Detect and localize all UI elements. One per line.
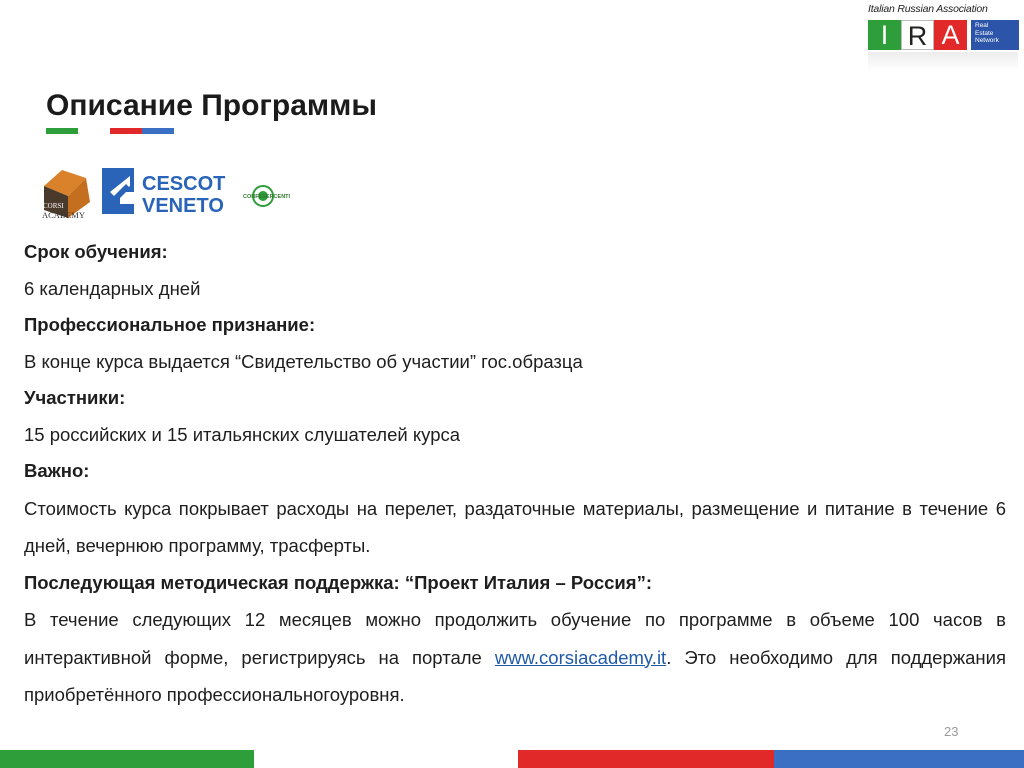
program-description: [24, 234, 1006, 714]
bottom-bar-white: [254, 750, 518, 768]
support-tail: . Это необходимо для поддержания приобретённого профессиональногоуровня.: [24, 646, 1006, 705]
logo-subtitle-line: Network: [975, 37, 999, 44]
corsi-academy-logo: [40, 164, 94, 220]
bottom-bar-blue: [774, 750, 1024, 768]
partner-logos: [40, 162, 291, 222]
cescot-veneto-logo: [100, 162, 240, 218]
duration-value: 6 календарных дней: [24, 277, 201, 299]
recognition-label: Профессиональное признание:: [24, 314, 316, 335]
logo-reflection: [868, 52, 1018, 70]
logo-title: Italian Russian Association: [868, 3, 988, 15]
support-label: Последующая методическая поддержка: “Проект Италия – Россия”:: [24, 571, 652, 593]
logo-letter-a: A: [934, 20, 967, 50]
logo-subtitle-line: Estate: [975, 29, 994, 37]
veneto-text: VENETO: [142, 195, 224, 217]
confesercenti-text: CONFESERCENTI: [243, 194, 291, 200]
logo-subtitle: [971, 20, 1019, 50]
logo-letter-r: R: [901, 20, 934, 50]
participants-value: 15 российских и 15 итальянских слушателей курса: [24, 423, 461, 445]
confesercenti-logo: [243, 184, 291, 208]
important-label: Важно:: [24, 460, 90, 481]
recognition-value: В конце курса выдается “Свидетельство об участии” гос.образца: [24, 350, 583, 372]
title-bar-white: [78, 128, 110, 134]
page-title: Описание Программы: [46, 89, 377, 122]
corsiacademy-link[interactable]: www.corsiacademy.it: [494, 646, 667, 668]
important-value: Стоимость курса покрывает расходы на перелет, раздаточные материалы, размещение и питание в течение 6 дней, вечернюю программу, трасферты.: [24, 497, 1006, 556]
logo-letters: [868, 20, 967, 50]
cescot-text: CESCOT: [142, 173, 226, 195]
support-text: В течение следующих 12 месяцев можно продолжить обучение по программе в объеме 100 часов в интерактивной форме, регистрируясь на портале: [24, 609, 1006, 668]
page-number: 23: [944, 724, 959, 739]
title-underline-bar: [46, 128, 174, 134]
title-bar-green: [46, 128, 78, 134]
title-bar-blue: [142, 128, 174, 134]
support-text-block: [24, 601, 1006, 714]
academy-text: ACADEMY: [42, 210, 85, 220]
logo-letter-i: I: [868, 20, 901, 50]
logo-subtitle-line: Real: [975, 22, 989, 29]
bottom-color-bar: [0, 750, 1024, 768]
bottom-bar-green: [0, 750, 254, 768]
ira-logo: [862, 0, 1024, 74]
bottom-bar-red: [518, 750, 774, 768]
duration-label: Срок обучения:: [24, 241, 168, 262]
participants-label: Участники:: [24, 387, 126, 408]
corsi-text: CORSI: [43, 202, 64, 210]
title-bar-red: [110, 128, 142, 134]
